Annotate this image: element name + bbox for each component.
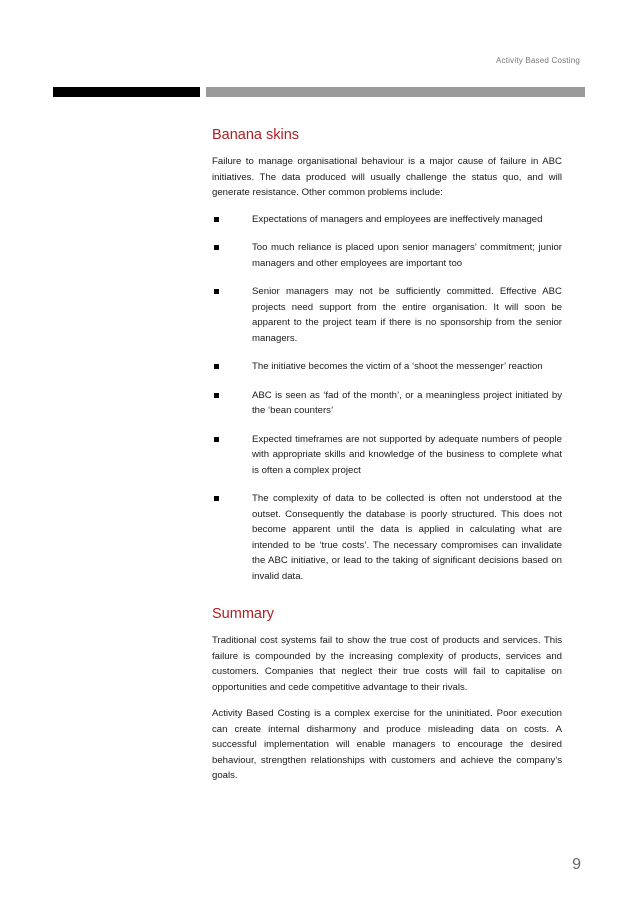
section-heading-summary: Summary (212, 606, 275, 622)
list-item-text: ABC is seen as ‘fad of the month’, or a meaningless project initiated by the ‘bean counters’ (252, 389, 562, 416)
list-item (212, 240, 562, 271)
square-bullet-icon (214, 289, 219, 294)
header-rule-dark (53, 87, 200, 97)
list-item-text: Senior managers may not be sufficiently committed. Effective ABC projects need support from the entire organisation. It will soon be apparent to the project team if there is no sponsorship from the senior managers. (252, 286, 562, 344)
list-item (212, 388, 562, 419)
list-item-text: Too much reliance is placed upon senior managers’ commitment; junior managers and other employees are important too (252, 242, 562, 269)
square-bullet-icon (214, 217, 219, 222)
square-bullet-icon (214, 437, 219, 442)
list-item-text: Expectations of managers and employees are ineffectively managed (252, 213, 543, 225)
list-item (212, 491, 562, 584)
page-content (212, 126, 562, 795)
square-bullet-icon (214, 496, 219, 501)
running-header: Activity Based Costing (496, 56, 580, 65)
page-number: 9 (572, 856, 581, 873)
list-item-text: The complexity of data to be collected is often not understood at the outset. Consequently the database is poorly structured. This does not become apparent until the data is applied in calculating what are intended to be ‘true costs’. The necessary compromises can invalidate the ABC initiative, or lead to the taking of significant decisions based on invalid data. (252, 493, 562, 582)
list-item (212, 284, 562, 346)
square-bullet-icon (214, 393, 219, 398)
banana-skins-intro: Failure to manage organisational behaviour is a major cause of failure in ABC initiatives. The data produced will usually challenge the status quo, and will generate resistance. Other common problems include: (212, 156, 562, 198)
section-heading-banana-skins: Banana skins (212, 127, 300, 143)
list-item-text: The initiative becomes the victim of a ‘shoot the messenger’ reaction (252, 361, 543, 372)
header-rule-grey (206, 87, 585, 97)
list-item-text: Expected timeframes are not supported by adequate numbers of people with appropriate skills and knowledge of the business to complete what is often a complex project (252, 433, 562, 476)
summary-paragraph-1: Traditional cost systems fail to show the true cost of products and services. This failure is compounded by the increasing complexity of products, services and customers. Companies that neglect their true costs will fail to capitalise on opportunities and cede competitive advantage to their rivals. (212, 635, 562, 693)
square-bullet-icon (214, 364, 219, 369)
list-item (212, 432, 562, 479)
problems-list (212, 212, 562, 585)
summary-paragraph-2: Activity Based Costing is a complex exercise for the uninitiated. Poor execution can create internal disharmony and produce misleading data on costs. A successful implementation will enable managers to encourage the desired behaviour, strengthen relationships with customers and achieve the company’s goals. (212, 708, 562, 781)
square-bullet-icon (214, 245, 219, 250)
list-item (212, 359, 562, 375)
list-item (212, 212, 562, 228)
